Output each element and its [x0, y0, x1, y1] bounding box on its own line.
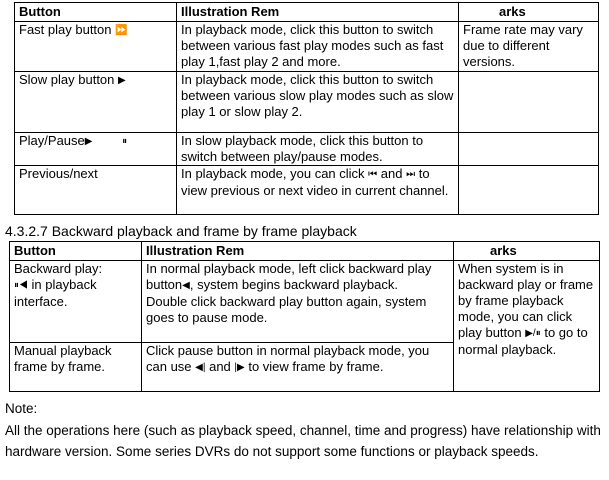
row-slow-play-button: Slow play button ▶ — [15, 72, 177, 133]
row-fast-play-button: Fast play button ⏩ — [15, 22, 177, 72]
frame-forward-icon: |▶ — [234, 362, 245, 373]
backward-icon: ◀ — [182, 280, 190, 291]
row-fast-play-remarks: Frame rate may vary due to different versions. — [459, 22, 599, 72]
row-manual-playback-button: Manual playback frame by frame. — [10, 343, 142, 392]
table-row — [15, 72, 599, 133]
row-fast-play-illustration: In playback mode, click this button to switch between various fast play modes such as fast play 1,fast play 2 and more. — [177, 22, 459, 72]
playback-buttons-table — [14, 2, 599, 215]
row-previous-next-remarks — [459, 166, 599, 215]
fast-forward-icon: ⏩ — [115, 25, 128, 36]
row-slow-play-illustration: In playback mode, click this button to switch between various slow play modes such as slow play 1 or slow play 2. — [177, 72, 459, 133]
play-pause-icon: ▶/⏸ — [525, 328, 541, 339]
section-title: 4.3.2.7 Backward playback and frame by frame playback — [5, 223, 357, 239]
row-play-pause-illustration: In slow playback mode, click this button to switch between play/pause modes. — [177, 133, 459, 166]
pause-icon: ⏸ — [122, 136, 128, 147]
row-backward-play-illustration: In normal playback mode, left click backward play button◀, system begins backward playback. Double click backward play button again, system goes to pause mode. — [142, 261, 454, 343]
header-remarks: arks — [454, 242, 600, 261]
note-section — [5, 398, 605, 463]
backward-playback-table — [9, 241, 600, 392]
note-label: Note: — [5, 401, 38, 416]
header-button: Button — [15, 3, 177, 22]
table-row — [10, 261, 600, 343]
header-illustration: Illustration Rem — [142, 242, 454, 261]
backward-remarks: When system is in backward play or frame by frame playback mode, you can click play button ▶/⏸ to go to normal playback. — [454, 261, 600, 392]
next-icon: ⏭ — [406, 169, 416, 180]
play-icon: ▶ — [84, 136, 93, 147]
frame-back-icon: ◀| — [195, 362, 206, 373]
row-previous-next-button: Previous/next — [15, 166, 177, 215]
header-button: Button — [10, 242, 142, 261]
table-row — [15, 133, 599, 166]
backward-play-icon: ⏸◀ — [14, 280, 28, 291]
previous-icon: ⏮ — [368, 169, 378, 180]
row-previous-next-illustration: In playback mode, you can click ⏮ and ⏭ to view previous or next video in current channel. — [177, 166, 459, 215]
table-header-row — [10, 242, 600, 261]
table-row — [15, 22, 599, 72]
play-icon: ▶ — [118, 75, 126, 86]
table-row — [15, 166, 599, 215]
row-backward-play-button: Backward play: ⏸◀ in playback interface. — [10, 261, 142, 343]
row-slow-play-remarks — [459, 72, 599, 133]
table-header-row — [15, 3, 599, 22]
row-manual-playback-illustration: Click pause button in normal playback mode, you can use ◀| and |▶ to view frame by frame. — [142, 343, 454, 392]
row-play-pause-remarks — [459, 133, 599, 166]
header-remarks: arks — [459, 3, 599, 22]
note-text: All the operations here (such as playback speed, channel, time and progress) have relationship with hardware version. Some series DVRs do not support some functions or playback speeds. — [5, 422, 601, 459]
row-play-pause-button: Play/Pause▶ ⏸ — [15, 133, 177, 166]
header-illustration: Illustration Rem — [177, 3, 459, 22]
